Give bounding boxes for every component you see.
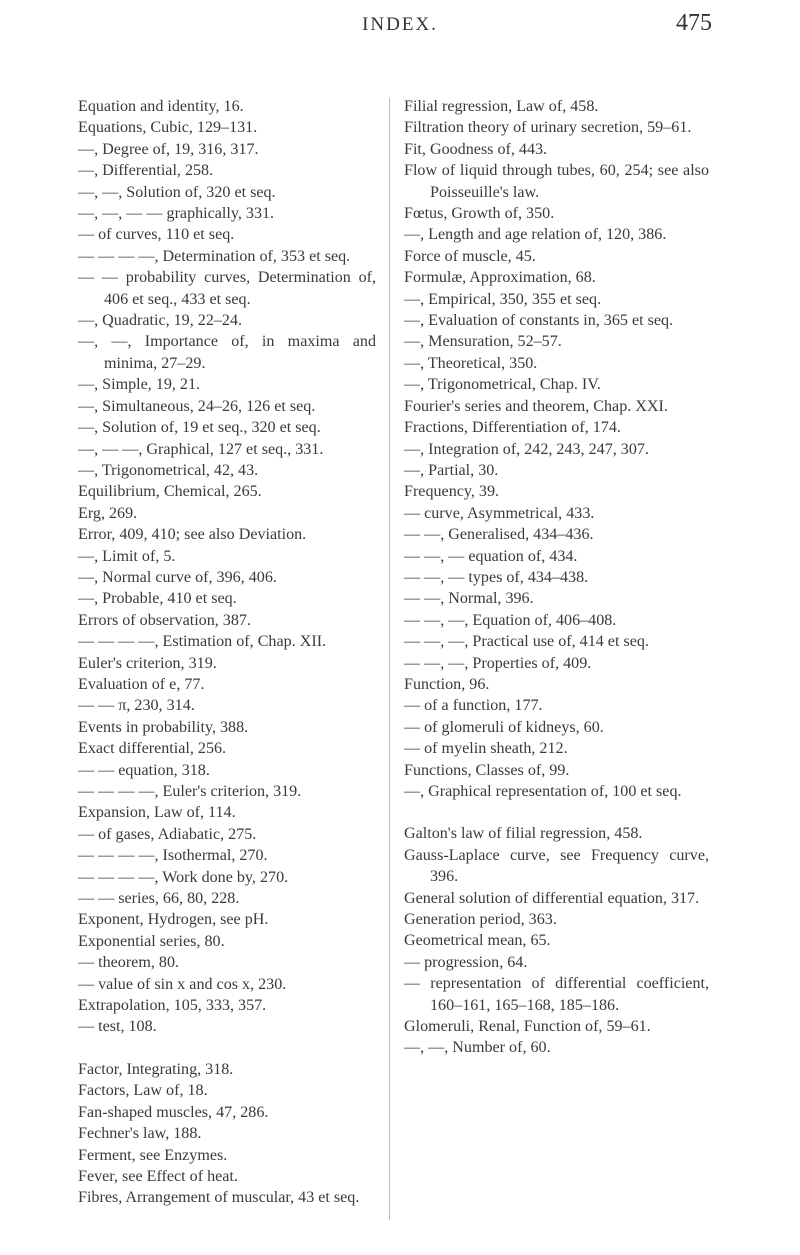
index-entry: —, Simple, 19, 21.	[78, 376, 201, 394]
index-entry: — — — —, Determination of, 353 et seq.	[78, 247, 351, 265]
index-entry: Fan-shaped muscles, 47, 286.	[78, 1103, 269, 1121]
index-entry: — —, — types of, 434–438.	[404, 568, 589, 586]
index-entry: Exponent, Hydrogen, see pH.	[78, 911, 269, 929]
index-entry: Evaluation of e, 77.	[78, 675, 205, 693]
index-entry: Erg, 269.	[78, 504, 138, 522]
index-entry: —, —, — — graphically, 331.	[78, 205, 275, 223]
index-entry: — —, —, Properties of, 409.	[404, 654, 592, 672]
index-entry: — — series, 66, 80, 228.	[78, 890, 240, 908]
index-entry: — — probability curves, Determination of, 406 et seq., 433 et seq.	[78, 269, 376, 308]
index-entry: Fever, see Effect of heat.	[78, 1167, 238, 1185]
index-entry: —, —, Solution of, 320 et seq.	[78, 183, 276, 201]
index-entry: — test, 108.	[78, 1018, 157, 1036]
index-entry: —, Quadratic, 19, 22–24.	[78, 312, 243, 330]
index-entry: Error, 409, 410; see also Deviation.	[78, 526, 307, 544]
index-entry: —, Normal curve of, 396, 406.	[78, 568, 277, 586]
running-head: INDEX.	[362, 14, 438, 35]
index-entry: — — — —, Estimation of, Chap. XII.	[78, 633, 327, 651]
index-entry: Generation period, 363.	[404, 911, 557, 929]
index-entry: Fit, Goodness of, 443.	[404, 140, 548, 158]
index-entry: — —, — equation of, 434.	[404, 547, 578, 565]
index-entry: — — π, 230, 314.	[78, 697, 195, 715]
index-entry: Fechner's law, 188.	[78, 1125, 202, 1143]
index-entry: —, —, Importance of, in maxima and minima, 27–29.	[78, 333, 376, 372]
index-entry: Fœtus, Growth of, 350.	[404, 205, 555, 223]
index-entry: —, Differential, 258.	[78, 162, 214, 180]
index-entry: Errors of observation, 387.	[78, 611, 251, 629]
index-entry: Function, 96.	[404, 675, 490, 693]
index-entry: —, Limit of, 5.	[78, 547, 176, 565]
index-entry: Glomeruli, Renal, Function of, 59–61.	[404, 1018, 651, 1036]
index-entry: — theorem, 80.	[78, 954, 180, 972]
index-entry: Exact differential, 256.	[78, 740, 227, 758]
index-entry: — —, —, Practical use of, 414 et seq.	[404, 633, 649, 651]
index-entry: Euler's criterion, 319.	[78, 654, 217, 672]
index-entry: Equilibrium, Chemical, 265.	[78, 483, 262, 501]
index-entry: Ferment, see Enzymes.	[78, 1146, 228, 1164]
right-index-column	[404, 96, 709, 1059]
index-entry: Formulæ, Approximation, 68.	[404, 269, 596, 287]
index-entry: Functions, Classes of, 99.	[404, 761, 570, 779]
index-entry: Events in probability, 388.	[78, 718, 249, 736]
index-entry: — of curves, 110 et seq.	[78, 226, 235, 244]
index-entry: —, Evaluation of constants in, 365 et seq.	[404, 312, 674, 330]
index-entry: — —, —, Equation of, 406–408.	[404, 611, 617, 629]
index-entry: —, — —, Graphical, 127 et seq., 331.	[78, 440, 324, 458]
index-entry: Gauss-Laplace curve, see Frequency curve, 396.	[404, 846, 709, 886]
index-entry: — progression, 64.	[404, 953, 528, 971]
index-entry: Force of muscle, 45.	[404, 247, 536, 265]
index-entry: —, Mensuration, 52–57.	[404, 333, 562, 351]
index-entry: —, —, Number of, 60.	[404, 1039, 551, 1057]
index-entry: —, Partial, 30.	[404, 461, 499, 479]
index-entry: —, Degree of, 19, 316, 317.	[78, 140, 259, 158]
index-entry: —, Solution of, 19 et seq., 320 et seq.	[78, 419, 321, 437]
index-entry: Geometrical mean, 65.	[404, 932, 551, 950]
column-divider	[389, 98, 390, 1220]
index-entry: —, Integration of, 242, 243, 247, 307.	[404, 440, 649, 458]
index-entry: Extrapolation, 105, 333, 357.	[78, 997, 267, 1015]
index-entry: Expansion, Law of, 114.	[78, 804, 236, 822]
index-entry: —, Simultaneous, 24–26, 126 et seq.	[78, 397, 316, 415]
index-entry: — —, Generalised, 434–436.	[404, 526, 594, 544]
index-entry: — of myelin sheath, 212.	[404, 740, 568, 758]
index-entry: — value of sin x and cos x, 230.	[78, 975, 287, 993]
index-entry: — of gases, Adiabatic, 275.	[78, 825, 257, 843]
index-entry: — representation of differential coefficient, 160–161, 165–168, 185–186.	[404, 975, 709, 1014]
index-entry: — of glomeruli of kidneys, 60.	[404, 718, 604, 736]
index-entry: — of a function, 177.	[404, 697, 543, 715]
index-entry: Frequency, 39.	[404, 483, 500, 501]
index-entry: Exponential series, 80.	[78, 932, 225, 950]
index-entry: — — — —, Euler's criterion, 319.	[78, 783, 302, 800]
index-entry: —, Graphical representation of, 100 et seq.	[404, 783, 682, 800]
index-entry: — — — —, Isothermal, 270.	[78, 847, 268, 865]
index-entry: Equations, Cubic, 129–131.	[78, 119, 258, 137]
index-entry: Factors, Law of, 18.	[78, 1082, 208, 1100]
index-entry: — — — —, Work done by, 270.	[78, 868, 289, 886]
index-entry: — —, Normal, 396.	[404, 590, 534, 608]
index-entry: Flow of liquid through tubes, 60, 254; see also Poisseuille's law.	[404, 162, 709, 201]
index-entry: —, Trigonometrical, 42, 43.	[78, 461, 259, 479]
left-index-column	[78, 96, 376, 1209]
index-entry: —, Theoretical, 350.	[404, 354, 538, 372]
index-entry: Filial regression, Law of, 458.	[404, 98, 599, 115]
index-entry: — — equation, 318.	[78, 761, 210, 779]
index-entry: Galton's law of filial regression, 458.	[404, 825, 643, 843]
index-entry: —, Trigonometrical, Chap. IV.	[404, 376, 601, 394]
index-entry: Factor, Integrating, 318.	[78, 1060, 234, 1078]
index-entry: Equation and identity, 16.	[78, 98, 244, 115]
index-entry: —, Empirical, 350, 355 et seq.	[404, 290, 602, 308]
index-entry: General solution of differential equation, 317.	[404, 889, 700, 907]
index-entry: Fibres, Arrangement of muscular, 43 et seq.	[78, 1189, 360, 1207]
index-entry: Filtration theory of urinary secretion, 59–61.	[404, 119, 692, 137]
index-entry: Fractions, Differentiation of, 174.	[404, 419, 621, 437]
index-entry: —, Probable, 410 et seq.	[78, 590, 237, 608]
index-entry: —, Length and age relation of, 120, 386.	[404, 226, 667, 244]
index-entry: Fourier's series and theorem, Chap. XXI.	[404, 397, 668, 415]
page-number: 475	[676, 10, 712, 36]
index-entry: — curve, Asymmetrical, 433.	[404, 504, 595, 522]
